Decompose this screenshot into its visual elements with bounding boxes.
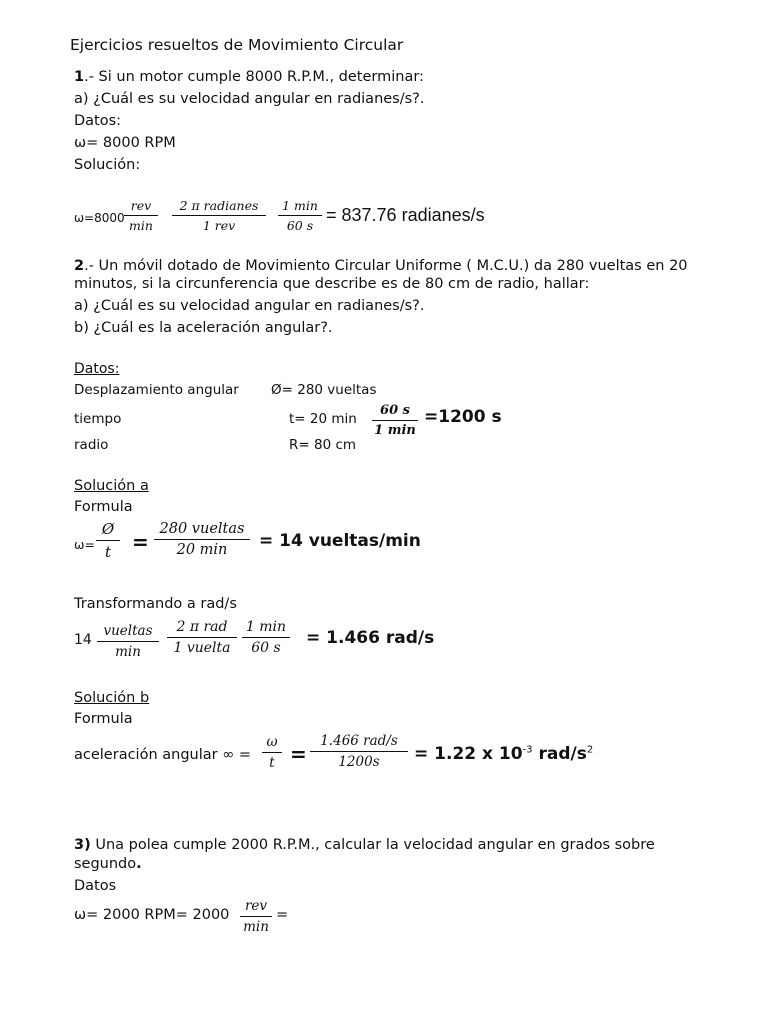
ex1-result: = 837.76 radianes/s	[326, 205, 485, 225]
ex2-ft3-num: 1 min	[242, 619, 290, 638]
ex2-fb1-den: t	[269, 755, 275, 771]
ex2-text1: .- Un móvil dotado de Movimiento Circular Uniforme ( M.C.U.) da 280 vueltas en 20	[84, 258, 688, 274]
ex2-solucion-a-label: Solución a	[74, 478, 149, 494]
ex2-value-tiempo: t= 20 min	[289, 411, 357, 427]
ex1-f2-num: 2 π radianes	[172, 198, 266, 216]
ex2-tiempo-result: =1200 s	[424, 407, 502, 427]
ex2-datos-label: Datos:	[74, 361, 120, 377]
ex2-solucion-b-label: Solución b	[74, 690, 150, 706]
ex2-fraction-2pi-rad	[167, 619, 237, 656]
ex2-fb2-den: 1200s	[338, 754, 380, 770]
ex3-f1-den: min	[243, 919, 269, 935]
ex2-statement-line2: minutos, si la circunferencia que describe es de 80 cm de radio, hallar:	[74, 276, 590, 292]
ex3-statement-line2	[74, 856, 142, 872]
ex1-text: .- Si un motor cumple 8000 R.P.M., determinar:	[84, 69, 424, 85]
ex2-fraction-vueltas-min	[97, 623, 159, 660]
ex2-statement-line1	[74, 258, 688, 274]
ex2-dfrac-den: 1 min	[374, 423, 416, 438]
ex2-ft1-den: min	[115, 644, 141, 660]
ex2-label-tiempo: tiempo	[74, 411, 122, 427]
ex2-ft2-den: 1 vuelta	[173, 640, 231, 656]
ex1-lhs: ω=8000	[74, 211, 125, 225]
ex2-fa1-num: Ø	[96, 520, 120, 541]
ex2-acc-lhs: aceleración angular ∞ =	[74, 747, 252, 763]
ex3-text2: segundo	[74, 856, 137, 872]
ex2-label-desplazamiento: Desplazamiento angular	[74, 382, 239, 398]
ex1-f3-den: 60 s	[286, 218, 314, 233]
ex1-question-a: a) ¿Cuál es su velocidad angular en radianes/s?.	[74, 91, 425, 107]
ex2-fraction-1min-60s	[242, 619, 290, 656]
ex1-datos-label: Datos:	[74, 113, 122, 129]
ex2-transform-label: Transformando a rad/s	[74, 596, 237, 612]
ex2-fb2-num: 1.466 rad/s	[310, 733, 408, 752]
ex2-transform-lhs: 14	[74, 632, 92, 648]
ex2-fa1-den: t	[104, 543, 112, 561]
ex2-ft1-num: vueltas	[97, 623, 159, 642]
ex1-statement	[74, 69, 424, 85]
ex3-statement-line1	[74, 837, 655, 853]
ex2-formula-a-label: Formula	[74, 499, 133, 515]
ex1-fraction-min-s	[278, 198, 322, 233]
ex2-question-b: b) ¿Cuál es la aceleración angular?.	[74, 320, 333, 336]
ex1-f1-num: rev	[124, 198, 158, 216]
ex2-fa2-num: 280 vueltas	[154, 521, 250, 540]
ex2-omega-lhs: ω=	[74, 537, 95, 552]
page-title: Ejercicios resueltos de Movimiento Circular	[70, 36, 404, 54]
ex2-fb1-num: ω	[262, 734, 282, 753]
ex2-value-desplazamiento: Ø= 280 vueltas	[271, 382, 377, 398]
ex2-number: 2	[74, 258, 85, 274]
ex2-formula-b-label: Formula	[74, 711, 133, 727]
ex3-number: 3)	[74, 837, 91, 853]
ex3-text1: Una polea cumple 2000 R.P.M., calcular la velocidad angular en grados sobre	[90, 837, 655, 853]
ex2-result-b	[414, 744, 593, 764]
ex1-f3-num: 1 min	[278, 198, 322, 216]
ex2-ft3-den: 60 s	[251, 640, 281, 656]
ex3-lhs: ω= 2000 RPM= 2000	[74, 907, 230, 923]
ex2-fa2-den: 20 min	[176, 542, 228, 558]
ex2-result-b-exponent: -3	[522, 744, 533, 756]
ex1-fraction-radianes	[172, 198, 266, 233]
ex2-fraction-60s-1min	[372, 403, 418, 438]
ex3-f1-num: rev	[240, 898, 272, 917]
ex2-result-b-square: 2	[586, 744, 594, 756]
ex1-number: 1	[74, 69, 85, 85]
ex3-text2-dot: .	[136, 856, 142, 872]
ex2-value-radio: R= 80 cm	[289, 437, 357, 453]
ex2-result-transform: = 1.466 rad/s	[306, 628, 435, 648]
ex2-fraction-280v-20min	[154, 521, 250, 558]
ex3-datos-label: Datos	[74, 878, 117, 894]
ex2-ft2-num: 2 π rad	[167, 619, 237, 638]
ex1-omega-given: ω= 8000 RPM	[74, 135, 176, 151]
ex2-question-a: a) ¿Cuál es su velocidad angular en radianes/s?.	[74, 298, 425, 314]
ex1-solucion-label: Solución:	[74, 157, 141, 173]
ex1-f1-den: min	[129, 218, 153, 233]
ex2-fraction-phi-t	[96, 520, 120, 561]
ex3-fraction-rev-min	[240, 898, 272, 935]
ex2-equals-2: =	[290, 742, 307, 766]
ex2-equals-1: =	[132, 530, 149, 554]
ex2-fraction-omega-t	[262, 734, 282, 771]
ex1-fraction-rev-min	[124, 198, 158, 233]
ex2-result-b-value: = 1.22 x 10	[414, 744, 523, 764]
ex2-fraction-1466-1200	[310, 733, 408, 770]
ex2-result-a: = 14 vueltas/min	[259, 531, 421, 551]
ex2-result-b-unit: rad/s	[532, 744, 587, 764]
ex1-f2-den: 1 rev	[202, 218, 236, 233]
ex2-label-radio: radio	[74, 437, 109, 453]
ex3-tail-equals: =	[276, 907, 289, 923]
ex2-dfrac-num: 60 s	[372, 403, 418, 421]
